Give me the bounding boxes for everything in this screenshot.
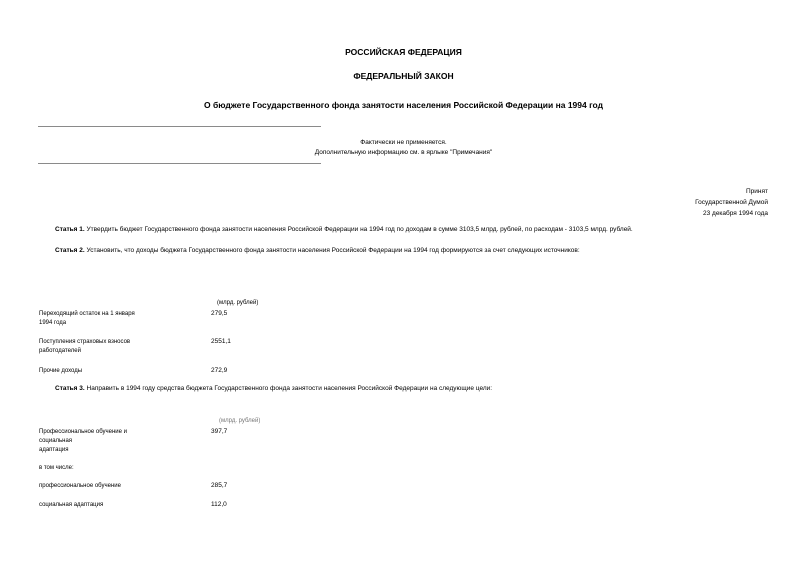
- divider-top: [38, 126, 321, 127]
- table-row-label: [39, 367, 82, 376]
- accepted-line1: Принят: [745, 188, 768, 195]
- expense-unit: (млрд. рублей): [219, 418, 261, 424]
- doc-type-heading: ФЕДЕРАЛЬНЫЙ ЗАКОН: [353, 71, 454, 81]
- expense-row-2-label: в том числе:: [39, 465, 74, 471]
- income-row-1-label-l1: Переходящий остаток на 1 января: [39, 311, 135, 317]
- article-2: [55, 247, 580, 254]
- country-heading: РОССИЙСКАЯ ФЕДЕРАЦИЯ: [345, 47, 462, 57]
- article-2-label: Статья 2.: [55, 247, 85, 254]
- accepted-line2: Государственной Думой: [695, 199, 768, 206]
- income-row-1-label-l2: 1994 года: [39, 320, 67, 326]
- table-row-label: [39, 338, 130, 356]
- table-row-label: [39, 310, 135, 328]
- article-1-label: Статья 1.: [55, 226, 85, 233]
- accepted-line3: 23 декабря 1994 года: [702, 210, 768, 217]
- income-unit: (млрд. рублей): [217, 300, 259, 306]
- expense-row-1-label-l3: адаптация: [39, 447, 69, 453]
- expense-row-1-label-l1: Профессиональное обучение и: [39, 429, 128, 435]
- table-row-label: [39, 482, 121, 491]
- article-1-text: Утвердить бюджет Государственного фонда занятости населения Российской Федерации на 1994 год по доходам в сумме 3103,5 млрд. рублей, по расходам - 3103,5 млрд. рублей.: [84, 226, 633, 233]
- income-row-2-value: 2551,1: [211, 338, 231, 345]
- income-row-3-label-l1: Прочие доходы: [39, 368, 83, 374]
- table-row-label: [39, 428, 127, 455]
- article-3: [55, 385, 492, 392]
- expense-row-4-value: 112,0: [211, 501, 227, 508]
- income-row-2-label-l1: Поступления страховых взносов: [39, 339, 131, 345]
- income-row-1-value: 279,5: [211, 310, 228, 317]
- expense-row-1-value: 397,7: [211, 428, 228, 435]
- article-1: [55, 226, 633, 233]
- status-note-line1: Фактически не применяется.: [360, 139, 447, 146]
- expense-row-3-label: профессиональное обучение: [39, 483, 121, 489]
- article-3-text: Направить в 1994 году средства бюджета Государственного фонда занятости населения Российской Федерации на следующие цели:: [84, 385, 493, 392]
- income-row-3-value: 272,9: [211, 367, 228, 374]
- expense-row-3-value: 285,7: [211, 482, 228, 489]
- accepted-block: [695, 186, 768, 219]
- article-2-text: Установить, что доходы бюджета Государственного фонда занятости населения Российской Федерации на 1994 год формируются за счет следующих источников:: [84, 247, 580, 254]
- article-3-label: Статья 3.: [55, 385, 85, 392]
- law-title: О бюджете Государственного фонда занятости населения Российской Федерации на 1994 год: [204, 100, 603, 110]
- table-row-label: [39, 464, 74, 473]
- status-note-line2: Дополнительную информацию см. в ярлыке "Примечания": [314, 149, 493, 156]
- divider-bottom: [38, 163, 321, 164]
- expense-row-1-label-l2: социальная: [39, 438, 73, 444]
- table-row-label: [39, 501, 103, 510]
- income-row-2-label-l2: работодателей: [39, 348, 81, 354]
- expense-row-4-label: социальная адаптация: [39, 502, 104, 508]
